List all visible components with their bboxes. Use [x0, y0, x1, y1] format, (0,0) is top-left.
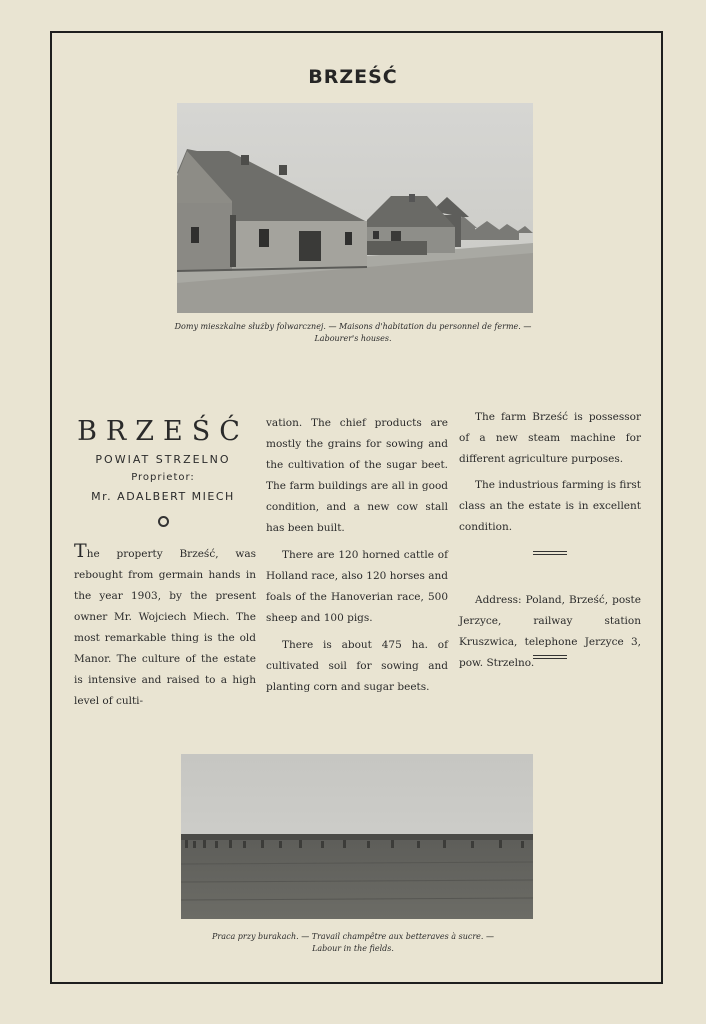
- col1-text: he property Brześć, was rebought from germain hands in the year 1903, by the present owner Mr. Wojciech Miech. The most remarkable thing is the old Manor. The culture of the estate is intensive and raised to a high level of culti-: [74, 548, 256, 707]
- bottom-photo-caption: [150, 931, 556, 955]
- article-column-3: [459, 407, 641, 674]
- estate-district: POWIAT STRZELNO: [95, 453, 231, 466]
- divider-rule: [533, 655, 567, 659]
- field-labour-photo: [181, 754, 533, 919]
- col3-address: Address: Poland, Brześć, poste Jerzyce, railway station Kruszwica, telephone Jerzyce 3, pow. Strzelno.: [459, 594, 641, 669]
- top-caption-line1: Domy mieszkalne służby folwarcznej. — Maisons d'habitation du personnel de ferme. —: [174, 322, 532, 331]
- estate-owner: Mr. ADALBERT MIECH: [91, 490, 235, 503]
- col2-paragraph-2: There are 120 horned cattle of Holland race, also 120 horses and foals of the Hanoverian race, 500 sheep and 100 pigs.: [266, 549, 448, 624]
- proprietor-label: Proprietor:: [131, 472, 195, 483]
- labourers-houses-photo: [177, 103, 533, 313]
- article-column-1: [74, 540, 256, 712]
- page-title: BRZEŚĆ: [308, 66, 398, 88]
- ornament-ring-icon: [158, 516, 169, 527]
- divider-rule: [533, 551, 567, 555]
- col3-paragraph-2: The industrious farming is first class an the estate is in excellent condition.: [459, 479, 641, 533]
- col2-paragraph-3: There is about 475 ha. of cultivated soil for sowing and planting corn and sugar beets.: [266, 639, 448, 693]
- top-caption-line2: Labourer's houses.: [314, 334, 392, 343]
- estate-name: BRZEŚĆ: [77, 416, 249, 447]
- col2-paragraph-1: vation. The chief products are mostly the grains for sowing and the cultivation of the sugar beet. The farm buildings are all in good condition, and a new cow stall has been built.: [266, 417, 448, 534]
- article-column-2: [266, 413, 448, 698]
- bottom-caption-line1: Praca przy burakach. — Travail champêtre aux betteraves à sucre. —: [212, 932, 494, 941]
- col3-paragraph-1: The farm Brześć is possessor of a new steam machine for different agriculture purposes.: [459, 411, 641, 465]
- bottom-caption-line2: Labour in the fields.: [312, 944, 394, 953]
- drop-cap: T: [74, 540, 87, 562]
- estate-heading: [68, 414, 258, 527]
- top-photo-caption: [150, 321, 556, 345]
